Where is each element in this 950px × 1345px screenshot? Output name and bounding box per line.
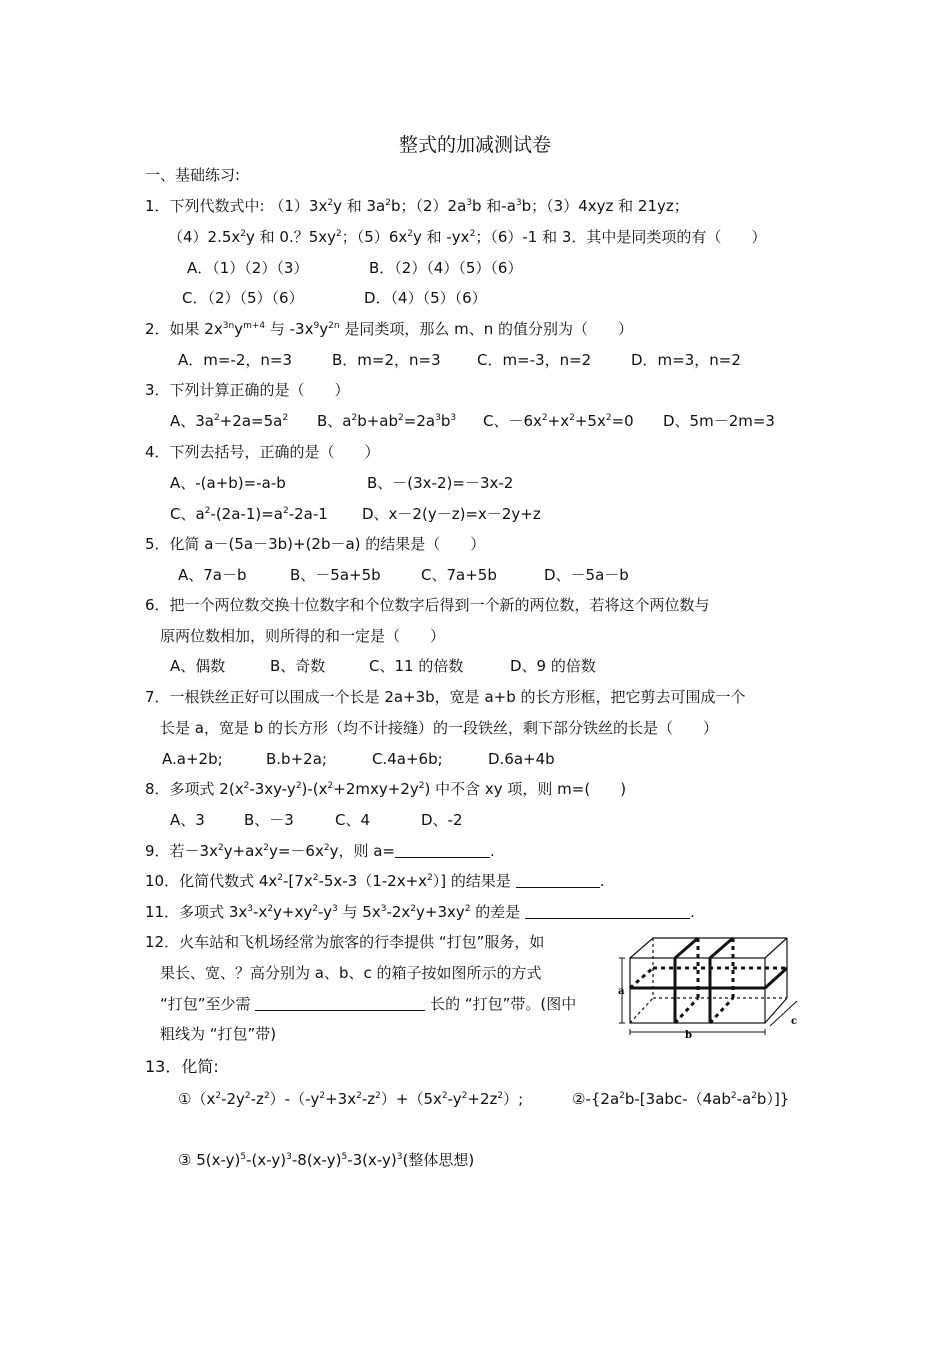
question-4-option-b: B、－(3x-2)=－3x-2 [367, 474, 514, 492]
question-5-option-b: B、－5a+5b [290, 566, 381, 584]
question-7-line-2: 长是 a，宽是 b 的长方形（均不计接缝）的一段铁丝，剩下部分铁丝的长是（ ） [160, 719, 719, 737]
question-6-line-1: 6．把一个两位数交换十位数字和个位数字后得到一个新的两位数，若将这个两位数与 [145, 596, 710, 614]
question-12-line-2: 果长、宽、？高分别为 a、b、c 的箱子按如图所示的方式 [160, 964, 542, 982]
question-4-option-a: A、-(a+b)=-a-b [170, 474, 286, 492]
question-6-option-a: A、偶数 [170, 657, 226, 675]
question-6-line-2: 原两位数相加，则所得的和一定是（ ） [160, 627, 446, 645]
section-heading: 一、基础练习: [145, 166, 241, 184]
question-8-option-d: D、-2 [421, 811, 463, 829]
question-13-stem: 13．化简: [145, 1057, 219, 1076]
question-4-option-c: C、$a^2-(2a-1)=a^2-2a-1$ [170, 505, 328, 523]
figure-label-b: b [685, 1030, 692, 1040]
question-7-option-a: A.a+2b; [162, 750, 223, 768]
question-11-stem: 11．多项式 $3x^3-x^2y+xy^2-y^3$ 与 $5x^3-2x^2y+3xy^2$ 的差是 . [145, 903, 695, 921]
question-3-option-c: C、$-6x^2+x^2+5x^2=0$ [483, 412, 634, 430]
question-7-option-d: D.6a+4b [488, 750, 555, 768]
question-9-stem: 9．若$-3x^2y+ax^2y=-6x^2y$，则 a= . [145, 842, 495, 860]
question-5-option-c: C、7a+5b [421, 566, 497, 584]
question-13-expression-2: $②-\{2a^2b-[3abc-(4ab^2-a^2b)]\}$ [572, 1090, 790, 1108]
question-7-option-c: C.4a+6b; [372, 750, 443, 768]
question-8-option-a: A、3 [170, 811, 205, 829]
question-1-option-a: A．（1）（2）（3） [187, 259, 309, 277]
question-1-line-2: $(4)2.5x^2y$ 和 0.？$5xy^2$；$(5)6x^2y$ 和 $-yx^2$；（6）-1 和 3．其中是同类项的有（ ） [168, 228, 767, 246]
question-13-expression-1: $①(x^2-2y^2-z^2)-(-y^2+3x^2-z^2)+(5x^2-y^2+2z^2)$; [178, 1090, 524, 1108]
question-8-stem: 8．多项式 $2(x^2-3xy-y^2)-(x^2+2mxy+2y^2)$ 中不含 xy 项，则 m=( ) [145, 780, 627, 798]
question-6-option-b: B、奇数 [270, 657, 326, 675]
question-7-option-b: B.b+2a; [266, 750, 327, 768]
question-3-option-d: D、5m－2m=3 [663, 412, 775, 430]
figure-label-c: c [791, 1016, 798, 1027]
question-6-option-c: C、11 的倍数 [369, 657, 464, 675]
question-2-option-b: B．m=2，n=3 [332, 351, 441, 369]
question-4-option-d: D、x－2(y－z)=x－2y+z [362, 505, 541, 523]
question-1-option-b: B．（2）（4）（5）（6） [369, 259, 523, 277]
question-13-expression-3: ③ $5(x-y)^5-(x-y)^3-8(x-y)^5-3(x-y)^3$(整体思想) [178, 1151, 475, 1169]
box-packing-figure [615, 930, 815, 1040]
question-4-stem: 4．下列去括号，正确的是（ ） [145, 443, 380, 461]
question-10-stem: 10．化简代数式 $4x^2-[7x^2-5x-3(1-2x+x^2)]$ 的结果是 . [145, 872, 605, 890]
question-8-option-b: B、－3 [244, 811, 294, 829]
answer-blank[interactable] [395, 843, 490, 858]
answer-blank[interactable] [525, 904, 690, 919]
question-3-stem: 3．下列计算正确的是（ ） [145, 381, 350, 399]
answer-blank[interactable] [255, 996, 425, 1011]
question-5-option-a: A、7a－b [178, 566, 247, 584]
question-2-option-d: D．m=3，n=2 [631, 351, 741, 369]
question-7-line-1: 7．一根铁丝正好可以围成一个长是 2a+3b，宽是 a+b 的长方形框，把它剪去可围成一个 [145, 688, 746, 706]
question-2-stem: 2．如果 $2x^{3n}y^{m+4}$ 与 $-3x^9y^{2n}$ 是同类项，那么 m、n 的值分别为（ ） [145, 320, 633, 338]
question-2-option-a: A．m=-2，n=3 [178, 351, 293, 369]
question-5-stem: 5．化简 a－(5a－3b)+(2b－a) 的结果是（ ） [145, 535, 486, 553]
question-12-line-1: 12．火车站和飞机场经常为旅客的行李提供 “打包”服务，如 [145, 933, 545, 951]
question-3-option-a: A、$3a^2+2a=5a^2$ [170, 412, 289, 430]
question-5-option-d: D、－5a－b [544, 566, 629, 584]
page-title: 整式的加减测试卷 [398, 134, 551, 156]
question-6-option-d: D、9 的倍数 [510, 657, 596, 675]
answer-blank[interactable] [516, 873, 600, 888]
question-1-line-1: 1．下列代数式中: $(1)3x^2y$ 和 $3a^2b$；$(2)2a^3b$ 和$-a^3b$；（3）4xyz 和 21yz； [145, 197, 689, 215]
question-2-option-c: C．m=-3，n=2 [477, 351, 592, 369]
question-8-option-c: C、4 [335, 811, 371, 829]
figure-label-a: a [618, 986, 625, 997]
question-1-option-d: D．（4）（5）（6） [364, 289, 487, 307]
question-12-line-4: 粗线为 “打包”带) [160, 1025, 277, 1043]
question-12-line-3: “打包”至少需 长的 “打包”带。(图中 [160, 995, 577, 1013]
question-3-option-b: B、$a^2b+ab^2=2a^3b^3$ [317, 412, 457, 430]
question-1-option-c: C．（2）（5）（6） [182, 289, 304, 307]
